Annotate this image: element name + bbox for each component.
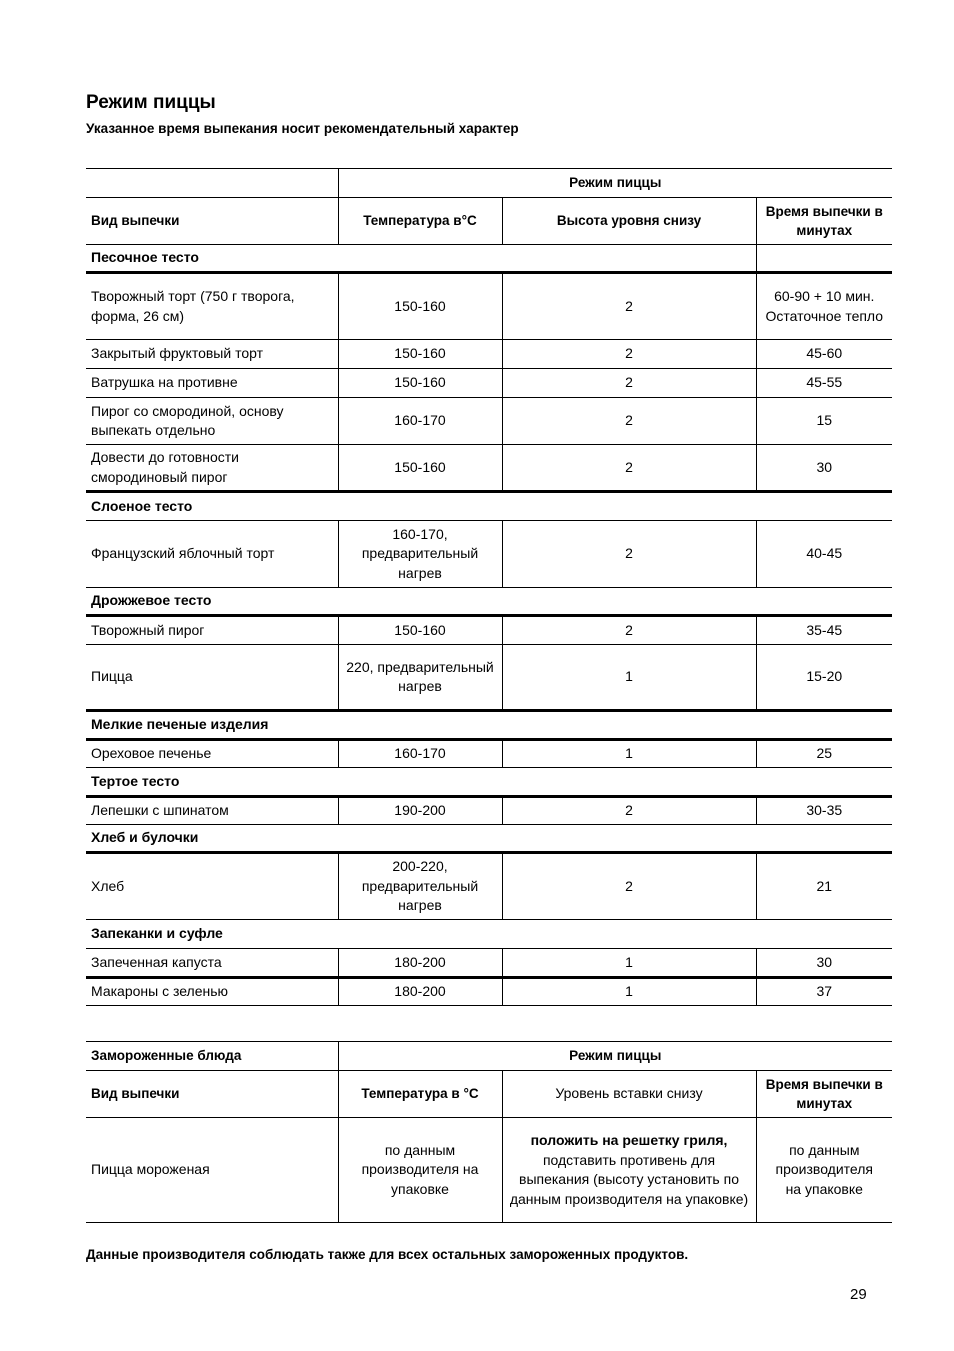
temp-cell: 190-200 <box>338 797 502 825</box>
temp-cell: 180-200 <box>338 949 502 978</box>
temp-cell: 160-170 <box>338 398 502 445</box>
time-cell: 25 <box>756 740 892 768</box>
mode-header: Режим пиццы <box>338 169 892 198</box>
category-row <box>86 492 892 521</box>
time-cell: 30 <box>756 445 892 492</box>
item-cell: Запеченная капуста <box>86 949 338 978</box>
item-cell: Пирог со смородиной, основу выпекать отдельно <box>86 398 338 445</box>
table-row <box>86 273 892 340</box>
frozen-category-label: Замороженные блюда <box>86 1042 338 1071</box>
frozen-col-header-item: Вид выпечки <box>86 1071 338 1118</box>
category-row <box>86 768 892 797</box>
column-header-row <box>86 198 892 245</box>
col-header-time: Время выпечки в минутах <box>756 198 892 245</box>
category-row <box>86 920 892 949</box>
table-row <box>86 740 892 768</box>
time-cell: 15 <box>756 398 892 445</box>
frozen-col-header-level: Уровень вставки снизу <box>502 1071 756 1118</box>
table-row <box>86 853 892 920</box>
table-row <box>86 1118 892 1223</box>
item-cell: Пицца мороженая <box>86 1118 338 1223</box>
item-cell: Творожный пирог <box>86 616 338 645</box>
temp-cell: 200-220, предварительный нагрев <box>338 853 502 920</box>
table-row <box>86 445 892 492</box>
footnote: Данные производителя соблюдать также для всех остальных замороженных продуктов. <box>86 1247 689 1262</box>
item-cell: Пицца <box>86 645 338 711</box>
level-cell: 2 <box>502 369 756 398</box>
temp-cell: 160-170, предварительный нагрев <box>338 521 502 588</box>
level-cell: 2 <box>502 445 756 492</box>
category-row <box>86 588 892 616</box>
time-cell: 15-20 <box>756 645 892 711</box>
level-cell <box>502 1118 756 1223</box>
time-cell: 35-45 <box>756 616 892 645</box>
table-row <box>86 398 892 445</box>
category-label: Хлеб и булочки <box>91 829 199 846</box>
temp-cell: по данным производителя на упаковке <box>338 1118 502 1223</box>
level-cell: 1 <box>502 978 756 1006</box>
page-number: 29 <box>850 1286 867 1303</box>
category-label: Тертое тесто <box>91 772 180 789</box>
time-cell: 45-55 <box>756 369 892 398</box>
category-row <box>86 711 892 740</box>
temp-cell: 220, предварительный нагрев <box>338 645 502 711</box>
item-cell: Закрытый фруктовый торт <box>86 340 338 369</box>
frozen-mode-header: Режим пиццы <box>338 1042 892 1071</box>
frozen-table <box>86 1041 892 1223</box>
empty-cell <box>756 245 892 273</box>
time-cell: 40-45 <box>756 521 892 588</box>
level-cell: 1 <box>502 740 756 768</box>
temp-cell: 150-160 <box>338 340 502 369</box>
level-cell: 2 <box>502 273 756 340</box>
frozen-group-header-row <box>86 1042 892 1071</box>
table-row <box>86 616 892 645</box>
time-cell: 30-35 <box>756 797 892 825</box>
item-cell: Ватрушка на противне <box>86 369 338 398</box>
item-cell: Хлеб <box>86 853 338 920</box>
item-cell: Творожный торт (750 г творога, форма, 26 см) <box>86 273 338 340</box>
time-cell: 37 <box>756 978 892 1006</box>
time-cell: 30 <box>756 949 892 978</box>
table-row <box>86 797 892 825</box>
temp-cell: 150-160 <box>338 273 502 340</box>
time-cell: 45-60 <box>756 340 892 369</box>
temp-cell: 160-170 <box>338 740 502 768</box>
table-row <box>86 645 892 711</box>
frozen-col-header-temp: Температура в °С <box>338 1071 502 1118</box>
col-header-item: Вид выпечки <box>86 198 338 245</box>
baking-table <box>86 168 892 1006</box>
level-cell: 1 <box>502 949 756 978</box>
temp-cell: 180-200 <box>338 978 502 1006</box>
level-cell: 2 <box>502 398 756 445</box>
time-cell: 21 <box>756 853 892 920</box>
item-cell: Ореховое печенье <box>86 740 338 768</box>
level-cell: 1 <box>502 645 756 711</box>
time-cell: по данным производителя на упаковке <box>756 1118 892 1223</box>
empty-header-cell <box>86 169 338 198</box>
item-cell: Лепешки с шпинатом <box>86 797 338 825</box>
item-cell: Макароны с зеленью <box>86 978 338 1006</box>
category-label: Мелкие печеные изделия <box>91 716 269 733</box>
table-row <box>86 949 892 978</box>
temp-cell: 150-160 <box>338 369 502 398</box>
category-row <box>86 245 892 273</box>
level-cell: 2 <box>502 521 756 588</box>
level-cell: 2 <box>502 616 756 645</box>
level-cell: 2 <box>502 853 756 920</box>
frozen-column-header-row <box>86 1071 892 1118</box>
frozen-col-header-time: Время выпечки в минутах <box>756 1071 892 1118</box>
temp-cell: 150-160 <box>338 445 502 492</box>
table-row <box>86 369 892 398</box>
category-label: Дрожжевое тесто <box>91 592 212 609</box>
item-cell: Довести до готовности смородиновый пирог <box>86 445 338 492</box>
category-label: Песочное тесто <box>91 249 199 266</box>
page-title: Режим пиццы <box>86 92 216 113</box>
table-row <box>86 340 892 369</box>
col-header-temp: Температура в°С <box>338 198 502 245</box>
temp-cell: 150-160 <box>338 616 502 645</box>
item-cell: Французский яблочный торт <box>86 521 338 588</box>
table-row <box>86 521 892 588</box>
page-subtitle: Указанное время выпекания носит рекомендательный характер <box>86 121 519 136</box>
level-instruction-text: подставить противень для выпекания (высоту установить по данным производителя на упаковке) <box>509 1151 749 1207</box>
category-row <box>86 825 892 853</box>
col-header-level: Высота уровня снизу <box>502 198 756 245</box>
level-cell: 2 <box>502 340 756 369</box>
table-row <box>86 978 892 1006</box>
category-label: Слоеное тесто <box>91 497 193 514</box>
level-instruction-bold: положить на решетку гриля, <box>530 1132 728 1148</box>
category-label: Запеканки и суфле <box>91 925 223 942</box>
group-header-row <box>86 169 892 198</box>
level-cell: 2 <box>502 797 756 825</box>
time-cell: 60-90 + 10 мин. Остаточное тепло <box>756 273 892 340</box>
